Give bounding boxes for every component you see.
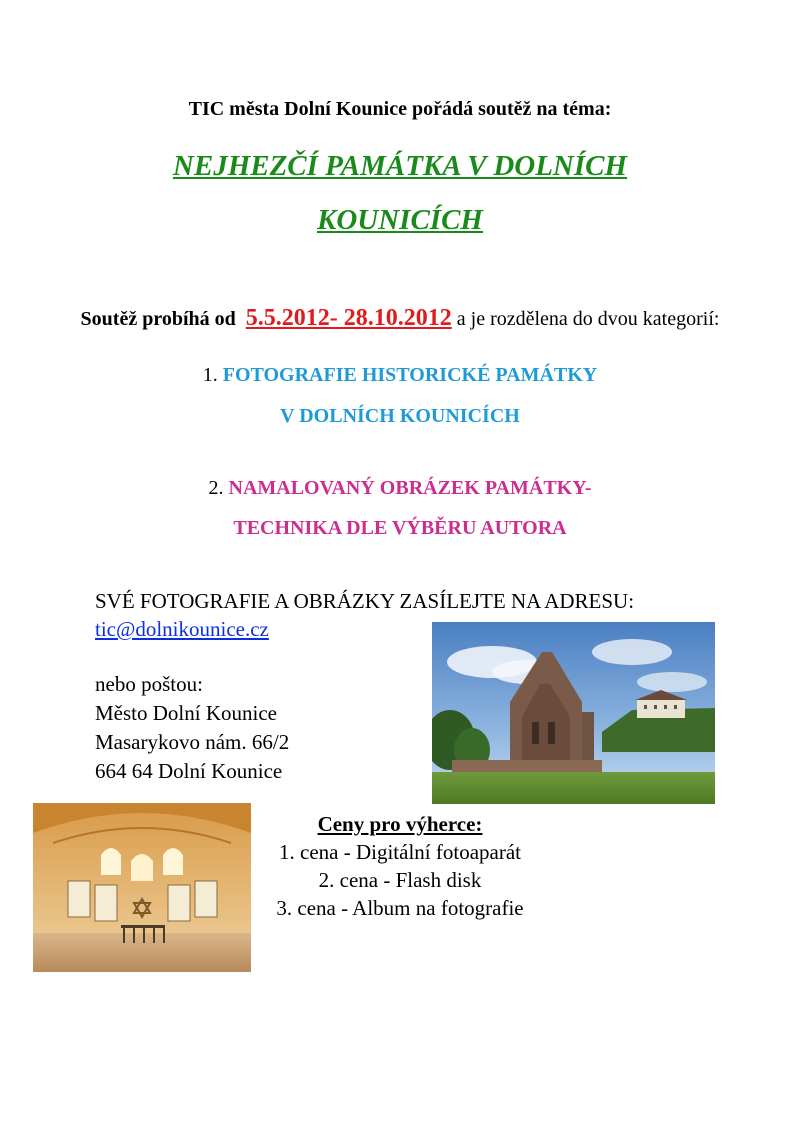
ruin-church-photo [432,622,715,804]
email-link[interactable]: tic@dolnikounice.cz [95,617,269,641]
prizes-heading: Ceny pro výherce: [317,812,483,836]
post-line-3: 664 64 Dolní Kounice [95,759,283,783]
prize-item: 2. cena - Flash disk [318,868,482,892]
period-dates: 5.5.2012- 28.10.2012 [245,305,452,331]
prizes-section [240,810,560,922]
category-1-line-2: V DOLNÍCH KOUNICÍCH [280,405,520,427]
contest-title-line-1: NEJHEZČÍ PAMÁTKA V DOLNÍCH [172,150,628,182]
period-rest: a je rozdělena do dvou kategorií: [456,308,720,330]
send-text: SVÉ FOTOGRAFIE A OBRÁZKY ZASÍLEJTE NA ADRESU: [95,589,635,613]
interior-photo [33,803,251,972]
category-2-line-2: TECHNIKA DLE VÝBĚRU AUTORA [233,517,567,539]
period-lead: Soutěž probíhá od [80,308,236,330]
intro-text: TIC města Dolní Kounice pořádá soutěž na téma: [188,98,612,120]
prize-item: 3. cena - Album na fotografie [276,896,524,920]
category-2-line-1 [0,477,800,500]
post-line-2: Masarykovo nám. 66/2 [95,730,290,754]
category-2-title: NAMALOVANÝ OBRÁZEK PAMÁTKY- [228,477,592,499]
category-2-number: 2. [208,477,224,499]
postal-address [95,670,289,786]
category-1-number: 1. [202,364,218,386]
prize-item: 1. cena - Digitální fotoaparát [279,840,521,864]
contest-period [60,305,740,332]
category-1-title: FOTOGRAFIE HISTORICKÉ PAMÁTKY [222,364,598,386]
contest-title-line-2: KOUNICÍCH [317,204,483,236]
post-label: nebo poštou: [95,672,203,696]
category-1-line-1 [0,364,800,387]
post-line-1: Město Dolní Kounice [95,701,277,725]
